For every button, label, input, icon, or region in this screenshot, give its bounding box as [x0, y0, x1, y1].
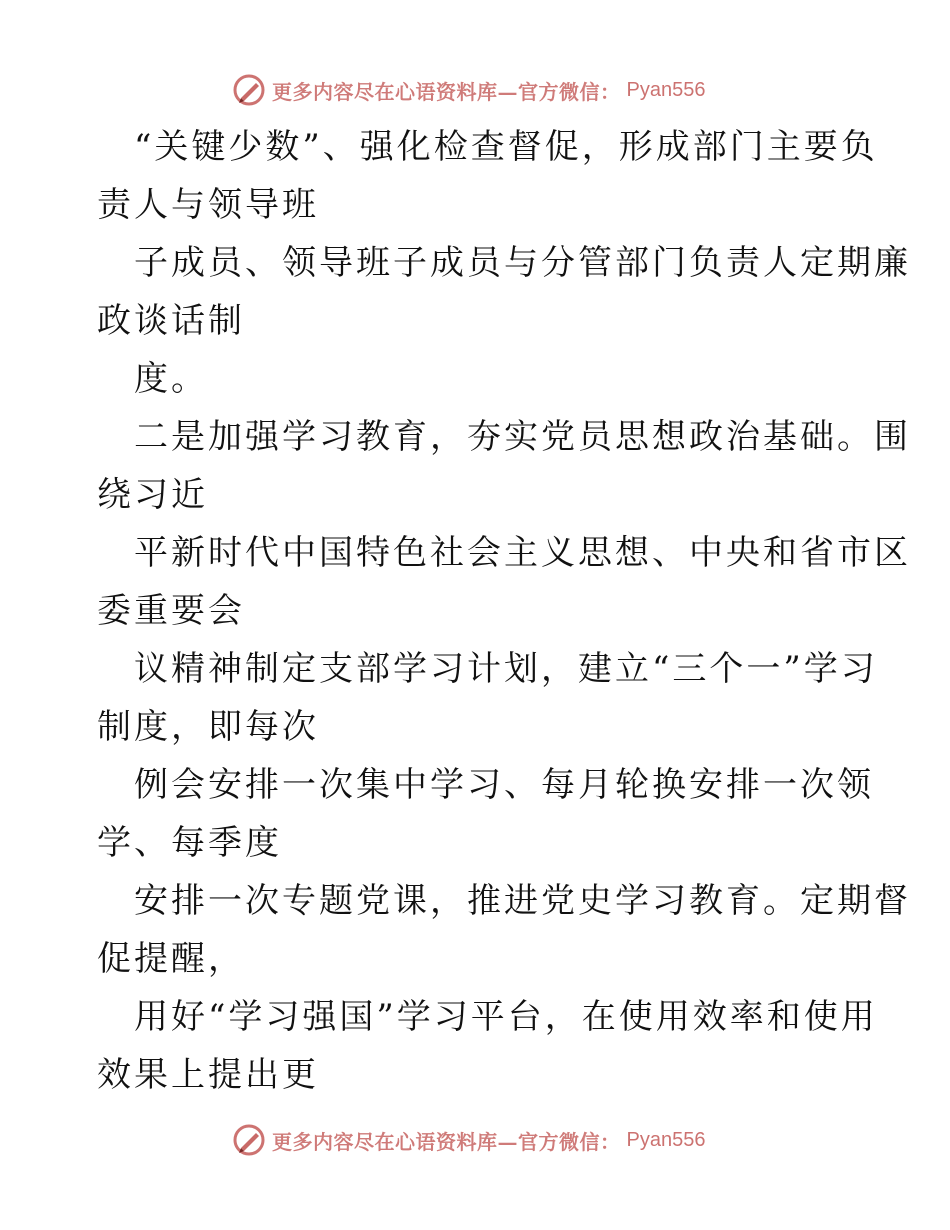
- watermark-text: 更多内容尽在心语资料库—官方微信：: [272, 1129, 621, 1154]
- pen-logo-icon: [232, 73, 266, 107]
- pen-logo-icon: [232, 1123, 266, 1157]
- text-line: 促提醒，: [97, 939, 245, 979]
- text-line: 责人与领导班: [97, 185, 319, 225]
- text-line: 制度，即每次: [97, 707, 319, 747]
- text-line: 度。: [134, 359, 208, 399]
- header-watermark: [232, 70, 705, 110]
- text-line: 委重要会: [97, 591, 245, 631]
- text-line: 例会安排一次集中学习、每月轮换安排一次领: [134, 765, 874, 805]
- text-line: 效果上提出更: [97, 1055, 319, 1095]
- watermark-id: Pyan556: [626, 1128, 706, 1151]
- text-line: 学、每季度: [97, 823, 282, 863]
- text-line: 绕习近: [97, 475, 208, 515]
- text-line: 二是加强学习教育，夯实党员思想政治基础。围: [134, 417, 911, 457]
- text-line: 平新时代中国特色社会主义思想、中央和省市区: [134, 533, 911, 573]
- text-line: “关键少数”、强化检查督促，形成部门主要负: [134, 127, 878, 167]
- document-body: [97, 118, 911, 1104]
- text-line: 安排一次专题党课，推进党史学习教育。定期督: [134, 881, 911, 921]
- watermark-text: 更多内容尽在心语资料库—官方微信：: [272, 79, 621, 104]
- text-line: 议精神制定支部学习计划，建立“三个一”学习: [134, 649, 878, 689]
- footer-watermark: [232, 1120, 705, 1160]
- text-line: 政谈话制: [97, 301, 245, 341]
- text-line: 子成员、领导班子成员与分管部门负责人定期廉: [134, 243, 911, 283]
- text-line: 用好“学习强国”学习平台，在使用效率和使用: [134, 997, 878, 1037]
- watermark-id: Pyan556: [626, 78, 706, 101]
